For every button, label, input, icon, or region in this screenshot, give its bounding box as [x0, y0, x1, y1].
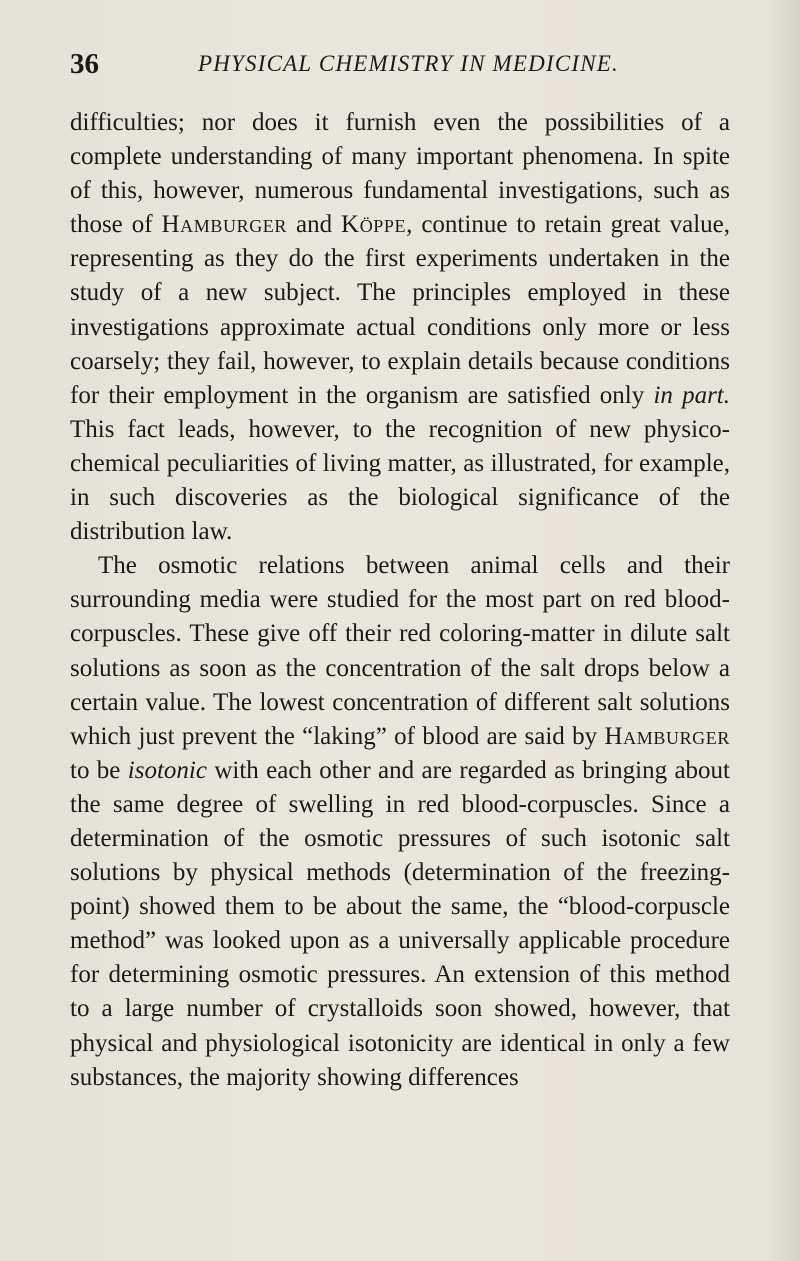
author-name-hamburger: Hamburger: [161, 211, 288, 239]
book-title: PHYSICAL CHEMISTRY IN MEDICINE.: [198, 51, 619, 76]
paragraph-2: [70, 549, 730, 1095]
text-run: difficulties; nor does it furnish even the possibilities of a complete understanding of many important phenomena. In spite of this, however, numerous fundamental investigations, such as those of: [70, 109, 730, 239]
author-name-hamburger: Hamburger: [604, 722, 730, 750]
body-text: [70, 106, 730, 1095]
paragraph-1: [70, 106, 730, 549]
text-run: to be: [70, 756, 128, 784]
page-edge-shadow: [766, 0, 800, 1261]
text-run: This fact leads, however, to the recognition of new physico-chemical peculiarities of living matter, as illustrated, for example, in such discoveries as the biological significance of the distribution law.: [70, 415, 730, 546]
text-run: with each other and are regarded as bringing about the same degree of swelling in red blood-corpuscles. Since a determination of the osmotic pressures of such isotonic salt solutions by physical methods (determination of the freezing-point) showed them to be about the same, the “blood-corpuscle method” was looked upon as a universally applicable procedure for determining osmotic pressures. An extension of this method to a large number of crystalloids soon showed, however, that physical and physiological isotonicity are identical in only a few substances, the majority showing differences: [70, 756, 730, 1091]
running-head: [70, 44, 730, 84]
text-run: The osmotic relations between animal cells and their surrounding media were studied for the most part on red blood-corpuscles. These give off their red coloring-matter in dilute salt solutions as soon as the concentration of the salt drops below a certain value. The lowest concentration of different salt solutions which just prevent the “laking” of blood are said by: [70, 552, 730, 750]
author-name-koppe: Köppe: [341, 211, 407, 239]
emphasis-in-part: in part.: [653, 381, 731, 409]
text-run: , continue to retain great value, representing as they do the first experiments undertaken in the study of a new subject. The principles employed in these investigations approximate actual conditions only more or less coarsely; they fail, however, to explain details because conditions for their employment in the organism are satisfied only: [70, 211, 730, 409]
text-run: and: [287, 211, 342, 239]
page-number: 36: [70, 48, 99, 80]
emphasis-isotonic: isotonic: [127, 756, 207, 784]
